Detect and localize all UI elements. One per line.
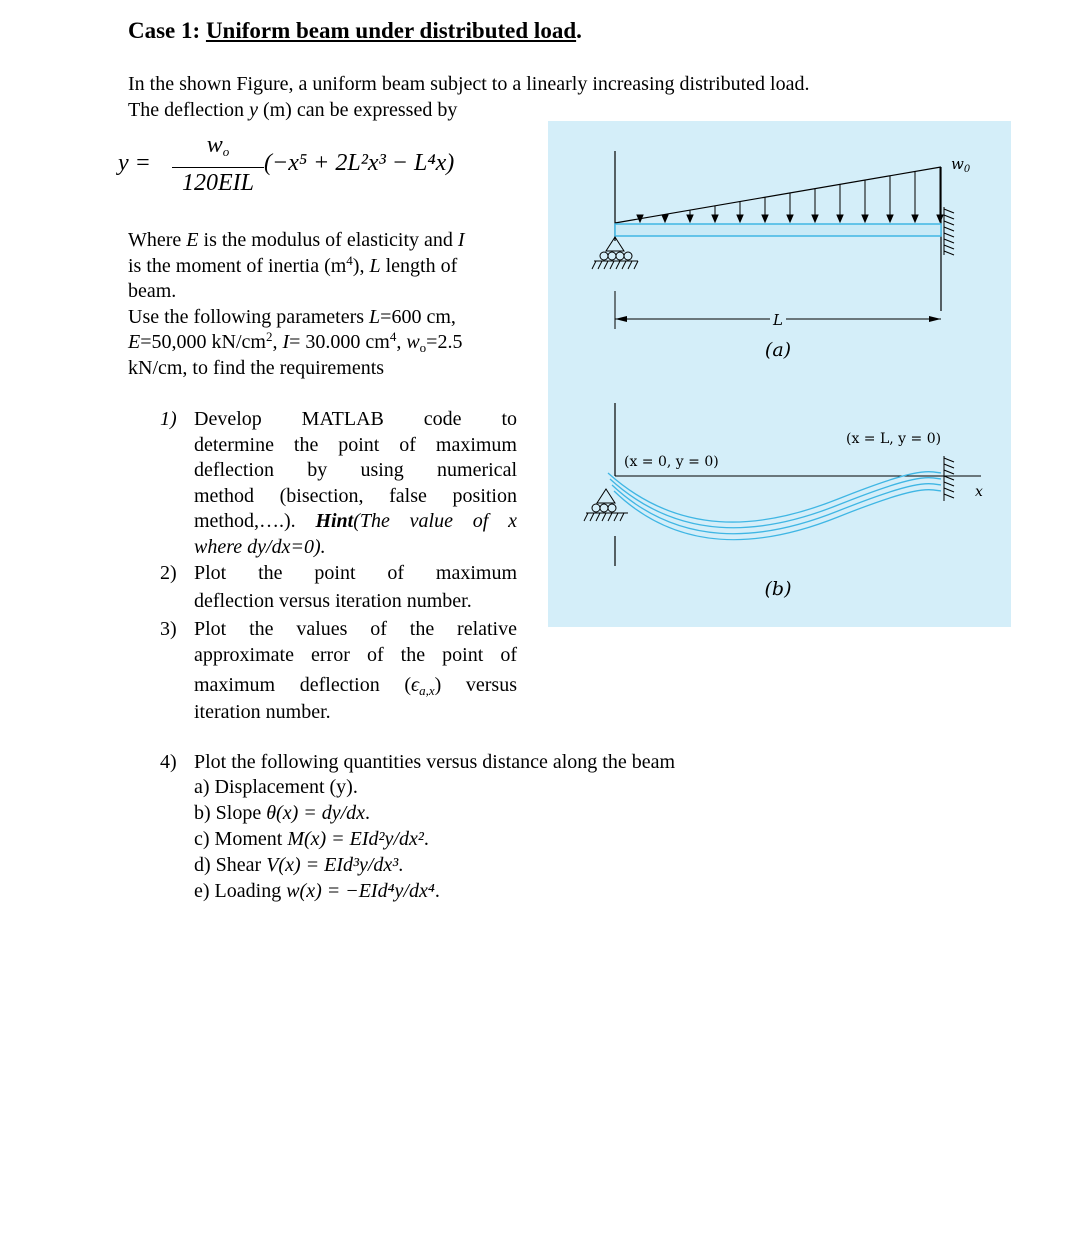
params-line-2: E=50,000 $kN/cm^2$, I= 30.000 $cm^4$, $w_o=2.5$	[128, 329, 463, 355]
caption-b: (b)	[764, 578, 792, 600]
task-4-item-e: e) Loading w(x) = −EId⁴y/dx⁴.	[194, 880, 440, 902]
task-4-item-c: c) Moment M(x) = EId²y/dx².	[194, 828, 429, 850]
load-arrow-head	[737, 215, 743, 222]
params-line-1: Use the following parameters L=600 cm,	[128, 306, 456, 328]
load-arrow-head	[787, 215, 793, 222]
beam-figure	[548, 121, 1011, 627]
load-arrow-head	[662, 215, 668, 222]
page-title: Case 1: Uniform beam under distributed load.	[128, 18, 582, 43]
task-3-line-2: approximate error of the point of	[194, 644, 517, 666]
task-1-line-4: method (bisection, false position	[194, 485, 517, 507]
task-4-item-d: d) Shear V(x) = EId³y/dx³.	[194, 854, 404, 876]
task-4-line-1: Plot the following quantities versus distance along the beam	[194, 751, 676, 773]
fixed-wall-b	[944, 456, 954, 501]
load-arrow-head	[762, 215, 768, 222]
caption-a: (a)	[764, 339, 792, 361]
params-line-3: kN/cm, to find the requirements	[128, 357, 385, 379]
task-3-line-4: iteration number.	[194, 701, 331, 723]
task-4-number: 4)	[160, 751, 177, 773]
deflected-beam	[608, 472, 941, 540]
task-4-item-a: a) Displacement (y).	[194, 776, 358, 798]
where-line-2: is the moment of inertia $(m^4)$, L length of	[128, 253, 458, 277]
where-line-3: beam.	[128, 280, 177, 302]
task-1-line-2: determine the point of maximum	[194, 434, 517, 456]
intro-line-2: The deflection y (m) can be expressed by	[128, 99, 458, 121]
boundary-condition-left: (x = 0, y = 0)	[624, 454, 719, 470]
beam	[615, 224, 941, 236]
task-2-number: 2)	[160, 562, 177, 584]
task-1-line-6: where dy/dx=0).	[194, 536, 326, 558]
boundary-condition-right: (x = L, y = 0)	[846, 431, 942, 447]
dimension-arrow-left	[615, 316, 627, 322]
w0-label: $w_0$	[951, 155, 971, 175]
load-arrows	[637, 167, 943, 222]
x-axis-label: x	[975, 484, 983, 500]
task-3-line-3: maximum deflection $(\epsilon_{a,x})$ versus	[194, 674, 517, 698]
load-arrow-head	[887, 215, 893, 222]
load-arrow-head	[812, 215, 818, 222]
where-line-1: Where E is the modulus of elasticity and I	[128, 229, 465, 251]
task-1-line-1: Develop MATLAB code to	[194, 408, 517, 430]
load-arrow-head	[837, 215, 843, 222]
deflection-equation: y = $w_o$ 120EIL (−x⁵ + 2L²x³ − L⁴x)	[118, 132, 455, 196]
load-arrow-head	[912, 215, 918, 222]
load-arrow-head	[712, 215, 718, 222]
load-arrow-head	[937, 215, 943, 222]
task-4-item-b: b) Slope θ(x) = dy/dx.	[194, 802, 371, 824]
task-3-line-1: Plot the values of the relative	[194, 618, 517, 640]
task-1-line-3: deflection by using numerical	[194, 459, 517, 481]
task-3-number: 3)	[160, 618, 177, 640]
pin-support-a	[592, 237, 638, 269]
fixed-wall-a	[944, 207, 954, 255]
dimension-arrow-right	[929, 316, 941, 322]
task-1-number: 1)	[160, 408, 177, 430]
load-arrow-head	[687, 215, 693, 222]
task-2-line-1: Plot the point of maximum	[194, 562, 517, 584]
beam-diagram	[548, 121, 1011, 627]
intro-line-1: In the shown Figure, a uniform beam subject to a linearly increasing distributed load.	[128, 73, 810, 95]
load-arrow-head	[862, 215, 868, 222]
task-2-line-2: deflection versus iteration number.	[194, 590, 472, 612]
task-1-line-5: method,….). Hint(The value of x	[194, 510, 517, 532]
length-label: L	[773, 311, 783, 329]
